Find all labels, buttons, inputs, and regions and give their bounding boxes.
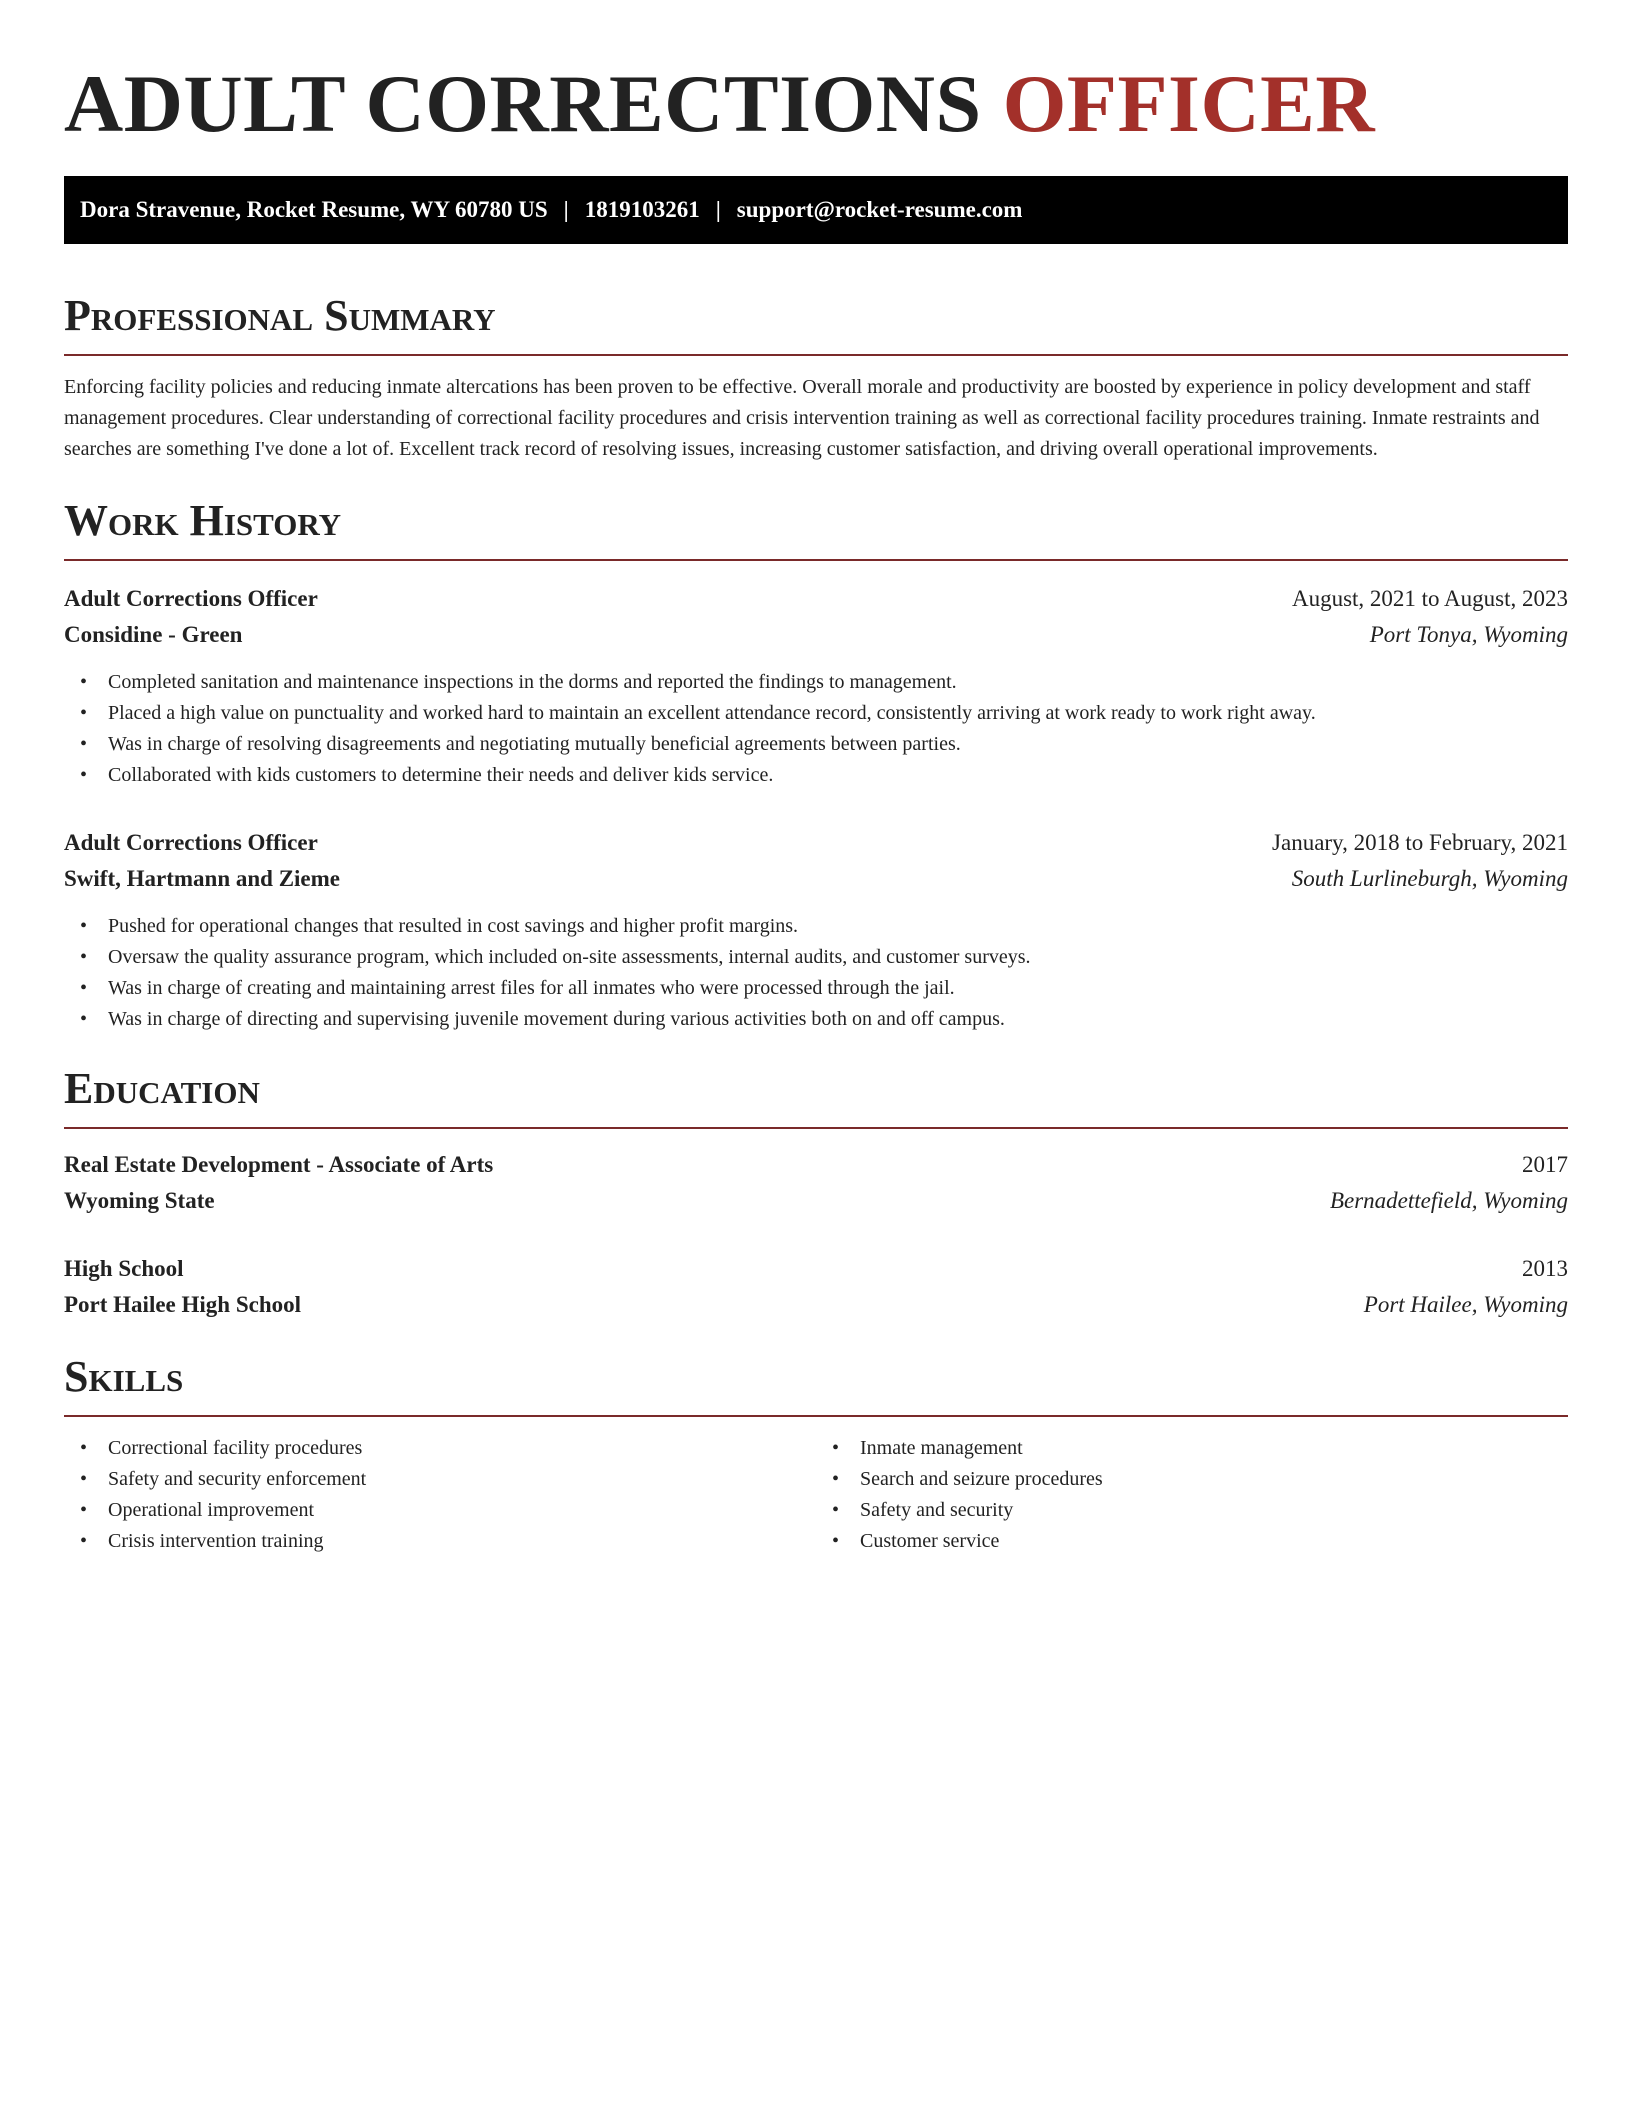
education-section (64, 1063, 1568, 1323)
job-bullets (64, 911, 1568, 1035)
skill-item: • Correctional facility procedures (64, 1433, 816, 1464)
contact-separator: | (715, 197, 721, 222)
education-school: Port Hailee High School (64, 1292, 302, 1317)
job-dates: August, 2021 to August, 2023 (1291, 586, 1568, 611)
job-company-row (64, 617, 1568, 653)
skill-item: • Inmate management (816, 1433, 1568, 1464)
job-dates: January, 2018 to February, 2021 (1272, 830, 1568, 855)
job-location: South Lurlineburgh, Wyoming (1291, 866, 1568, 891)
skills-list (816, 1433, 1568, 1557)
job-entry (64, 825, 1568, 1035)
skills-heading: Skills (64, 1352, 184, 1401)
skills-column-left (64, 1433, 816, 1557)
job-bullet: • Oversaw the quality assurance program, which included on-site assessments, internal audits, and customer surveys. (64, 942, 1568, 973)
job-bullet: • Placed a high value on punctuality and worked hard to maintain an excellent attendance record, consistently arriving at work ready to work right away. (64, 698, 1568, 729)
job-title-row (64, 581, 1568, 617)
resume-title (64, 56, 1568, 152)
skill-item: • Search and seizure procedures (816, 1464, 1568, 1495)
skill-item: • Safety and security (816, 1495, 1568, 1526)
job-title: Adult Corrections Officer (64, 586, 318, 611)
job-location: Port Tonya, Wyoming (1369, 622, 1568, 647)
job-bullet: • Was in charge of creating and maintaining arrest files for all inmates who were processed through the jail. (64, 973, 1568, 1004)
section-divider (64, 1127, 1568, 1129)
job-bullet: • Collaborated with kids customers to determine their needs and deliver kids service. (64, 760, 1568, 791)
education-year: 2013 (1522, 1256, 1568, 1281)
education-heading: Education (64, 1064, 260, 1113)
contact-bar (64, 176, 1568, 244)
contact-phone: 1819103261 (584, 197, 700, 222)
section-divider (64, 559, 1568, 561)
work-history-section (64, 495, 1568, 1035)
contact-separator: | (563, 197, 569, 222)
contact-address: Dora Stravenue, Rocket Resume, WY 60780 US (80, 197, 548, 222)
job-company-row (64, 861, 1568, 897)
job-title: Adult Corrections Officer (64, 830, 318, 855)
job-bullet: • Pushed for operational changes that resulted in cost savings and higher profit margins. (64, 911, 1568, 942)
education-degree-row (64, 1147, 1568, 1183)
job-bullet: • Was in charge of directing and supervising juvenile movement during various activities both on and off campus. (64, 1004, 1568, 1035)
summary-text: Enforcing facility policies and reducing inmate altercations has been proven to be effective. Overall morale and productivity are boosted by experience in policy development and staff management procedures. Clear understanding of correctional facility procedures and crisis intervention training as well as correctional facility procedures training. Inmate restraints and searches are something I've done a lot of. Excellent track record of resolving issues, increasing customer satisfaction, and driving overall operational improvements. (64, 376, 1540, 460)
job-entry (64, 581, 1568, 791)
education-year: 2017 (1522, 1152, 1568, 1177)
skills-column-right (816, 1433, 1568, 1557)
education-entry (64, 1147, 1568, 1219)
education-degree-row (64, 1251, 1568, 1287)
job-title-row (64, 825, 1568, 861)
skill-item: • Operational improvement (64, 1495, 816, 1526)
summary-heading: Professional Summary (64, 291, 496, 340)
education-degree: High School (64, 1256, 184, 1281)
skills-section (64, 1351, 1568, 1557)
job-company: Swift, Hartmann and Zieme (64, 866, 340, 891)
skills-columns (64, 1433, 1568, 1557)
skill-item: • Customer service (816, 1526, 1568, 1557)
job-bullet: • Completed sanitation and maintenance inspections in the dorms and reported the findings to management. (64, 667, 1568, 698)
skill-item: • Safety and security enforcement (64, 1464, 816, 1495)
education-entry (64, 1251, 1568, 1323)
contact-email: support@rocket-resume.com (736, 197, 1023, 222)
title-accent: OFFICER (1002, 58, 1376, 149)
job-bullet: • Was in charge of resolving disagreements and negotiating mutually beneficial agreements between parties. (64, 729, 1568, 760)
work-history-heading: Work History (64, 496, 342, 545)
education-school-row (64, 1287, 1568, 1323)
summary-section (64, 290, 1568, 465)
education-location: Bernadettefield, Wyoming (1329, 1188, 1568, 1213)
skill-item: • Crisis intervention training (64, 1526, 816, 1557)
skills-list (64, 1433, 816, 1557)
section-divider (64, 1415, 1568, 1417)
job-bullets (64, 667, 1568, 791)
education-school: Wyoming State (64, 1188, 215, 1213)
title-main: ADULT CORRECTIONS (64, 58, 982, 149)
section-divider (64, 354, 1568, 356)
education-location: Port Hailee, Wyoming (1363, 1292, 1568, 1317)
education-school-row (64, 1183, 1568, 1219)
education-degree: Real Estate Development - Associate of Arts (64, 1152, 494, 1177)
job-company: Considine - Green (64, 622, 243, 647)
